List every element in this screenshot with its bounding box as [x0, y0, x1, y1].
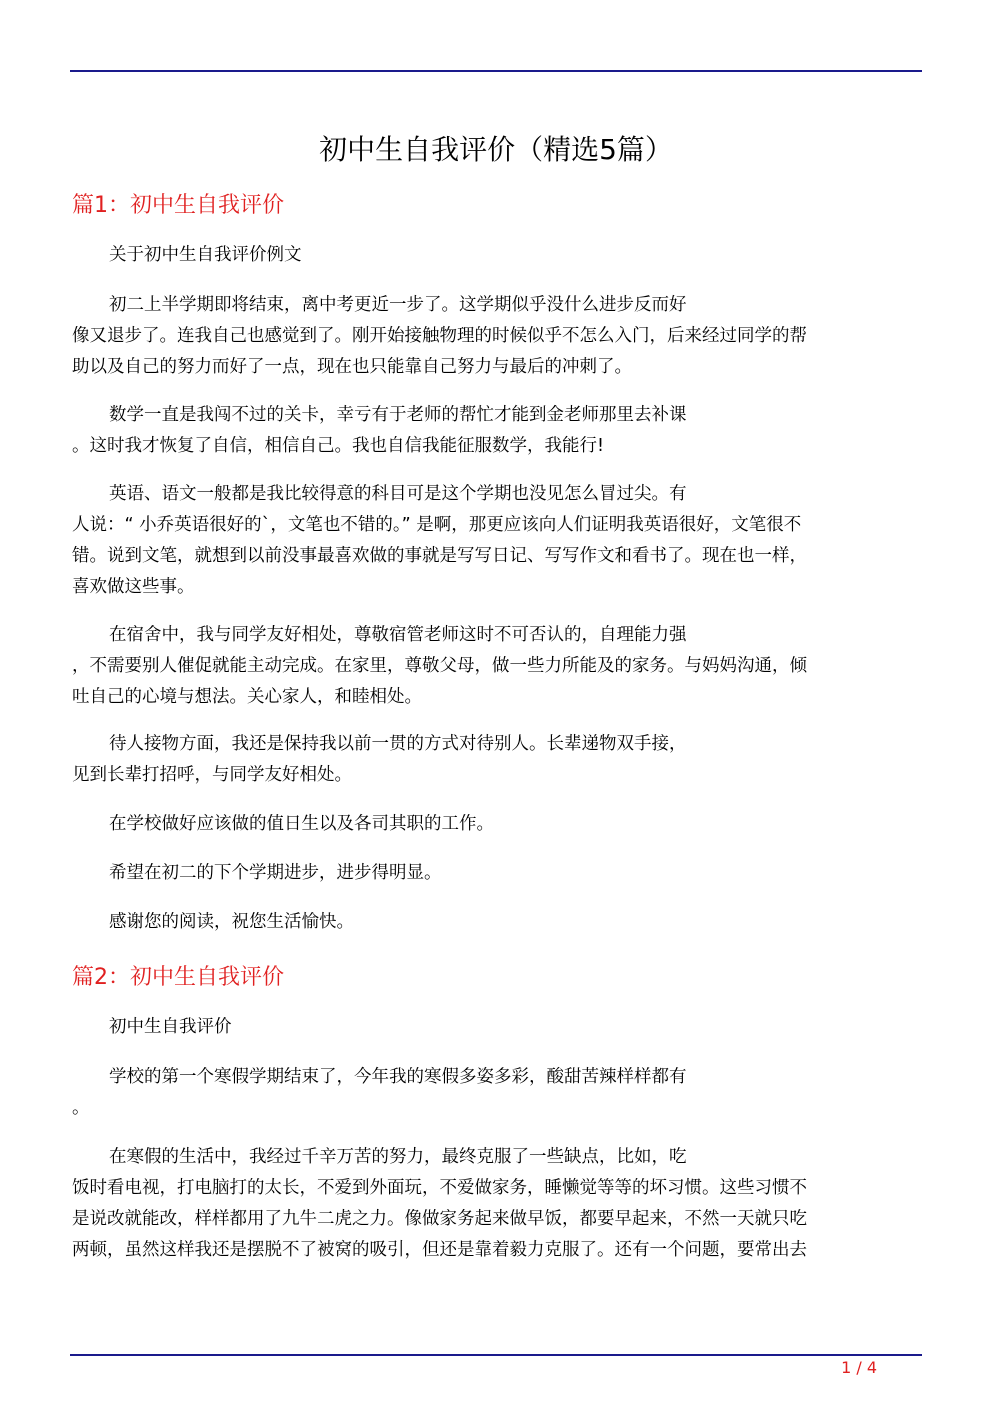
text-line: 学校的第一个寒假学期结束了，今年我的寒假多姿多彩，酸甜苦辣样样都有	[109, 1067, 687, 1087]
s1-paragraph-4	[72, 479, 918, 603]
text-line: ，不需要别人催促就能主动完成。在家里，尊敬父母，做一些力所能及的家务。与妈妈沟通，倾	[72, 656, 807, 676]
text-line: 是说改就能改，样样都用了九牛二虎之力。像做家务起来做早饭，都要早起来，不然一天就只吃	[72, 1209, 807, 1229]
text-line: 人说：“ 小乔英语很好的`，文笔也不错的。” 是啊，那更应该向人们证明我英语很好，文笔很不	[72, 515, 802, 535]
text-line: 感谢您的阅读，祝您生活愉快。	[109, 912, 354, 932]
text-line: 在寒假的生活中，我经过千辛万苦的努力，最终克服了一些缺点，比如，吃	[109, 1147, 687, 1167]
s1-paragraph-1	[72, 240, 918, 271]
text-line: 初中生自我评价	[109, 1017, 232, 1037]
text-line: 错。说到文笔，就想到以前没事最喜欢做的事就是写写日记、写写作文和看书了。现在也一样，	[72, 546, 807, 566]
text-line: 。	[72, 1098, 90, 1118]
s2-paragraph-3	[72, 1142, 918, 1266]
footer-rule	[70, 1354, 922, 1356]
text-line: 。这时我才恢复了自信，相信自己。我也自信我能征服数学，我能行!	[72, 436, 605, 456]
text-line: 待人接物方面，我还是保持我以前一贯的方式对待别人。长辈递物双手接，	[109, 734, 687, 754]
s1-paragraph-6	[72, 729, 918, 791]
text-line: 助以及自己的努力而好了一点，现在也只能靠自己努力与最后的冲刺了。	[72, 357, 632, 377]
text-line: 像又退步了。连我自己也感觉到了。刚开始接触物理的时候似乎不怎么入门，后来经过同学的帮	[72, 326, 807, 346]
s2-paragraph-2	[72, 1062, 918, 1124]
s1-paragraph-5	[72, 620, 918, 713]
text-line: 在宿舍中，我与同学友好相处，尊敬宿管老师这时不可否认的，自理能力强	[109, 625, 687, 645]
page-number: 1 / 4	[841, 1358, 877, 1377]
text-line: 初二上半学期即将结束，离中考更近一步了。这学期似乎没什么进步反而好	[109, 295, 687, 315]
s1-paragraph-8	[72, 858, 918, 889]
text-line: 两顿，虽然这样我还是摆脱不了被窝的吸引，但还是靠着毅力克服了。还有一个问题，要常出去	[72, 1240, 807, 1260]
text-line: 见到长辈打招呼，与同学友好相处。	[72, 765, 352, 785]
text-line: 饭时看电视，打电脑打的太长，不爱到外面玩，不爱做家务，睡懒觉等等的坏习惯。这些习惯不	[72, 1178, 807, 1198]
section-1-heading: 篇1：初中生自我评价	[72, 193, 284, 218]
text-line: 英语、语文一般都是我比较得意的科目可是这个学期也没见怎么冒过尖。有	[109, 484, 687, 504]
s1-paragraph-3	[72, 400, 918, 462]
s1-paragraph-2	[72, 290, 918, 383]
s2-paragraph-1	[72, 1012, 918, 1043]
text-line: 数学一直是我闯不过的关卡，幸亏有于老师的帮忙才能到金老师那里去补课	[109, 405, 687, 425]
header-rule	[70, 70, 922, 72]
text-line: 在学校做好应该做的值日生以及各司其职的工作。	[109, 814, 494, 834]
s1-paragraph-9	[72, 907, 918, 938]
text-line: 希望在初二的下个学期进步，进步得明显。	[109, 863, 442, 883]
text-line: 喜欢做这些事。	[72, 577, 195, 597]
text-line: 吐自己的心境与想法。关心家人，和睦相处。	[72, 687, 422, 707]
document-title: 初中生自我评价（精选5篇）	[319, 133, 673, 166]
text-line: 关于初中生自我评价例文	[109, 245, 302, 265]
s1-paragraph-7	[72, 809, 918, 840]
section-2-heading: 篇2：初中生自我评价	[72, 965, 284, 990]
